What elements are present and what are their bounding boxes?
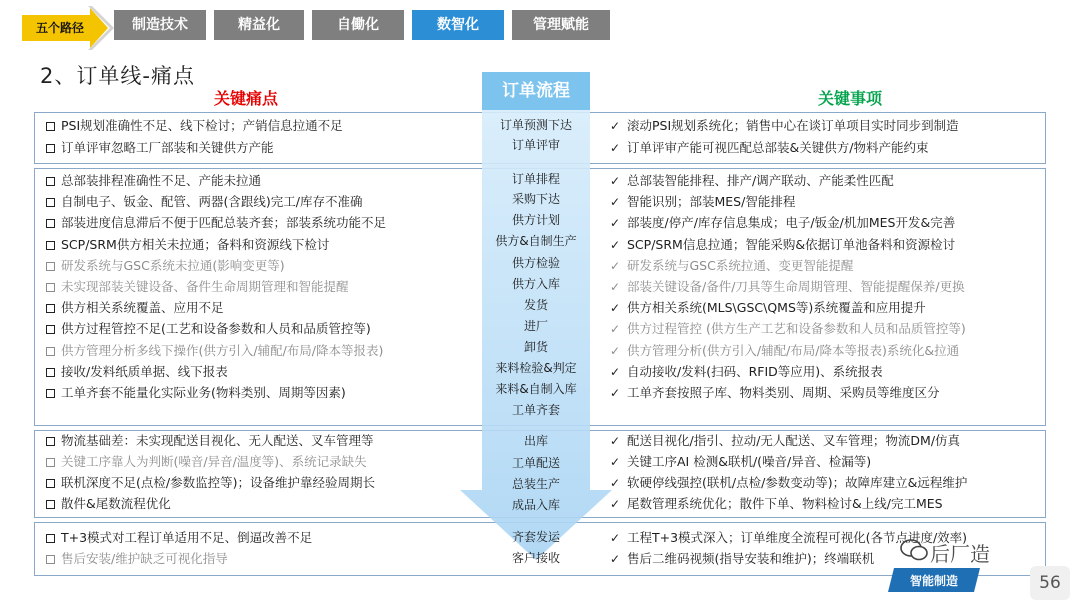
square-bullet-icon [46, 368, 55, 377]
checkmark-icon: ✓ [610, 258, 621, 273]
flow-step: 供方检验 [511, 256, 560, 270]
square-bullet-icon [46, 304, 55, 313]
flow-step: 发货 [523, 298, 548, 312]
pain-point-text: 部装进度信息滞后不便于匹配总装齐套；部装系统功能不足 [61, 215, 387, 231]
key-item-row [610, 496, 943, 512]
pain-point-row [46, 343, 383, 359]
key-item-row [610, 343, 959, 359]
tab-management-enablement[interactable] [512, 10, 610, 40]
pain-point-text: SCP/SRM供方相关未拉通；备料和资源线下检讨 [61, 236, 330, 252]
pain-point-text: 未实现部装关键设备、备件生命周期管理和智能提醒 [61, 279, 349, 294]
checkmark-icon: ✓ [610, 280, 621, 294]
pain-point-row [46, 300, 224, 316]
flow-step: 成品入库 [511, 498, 560, 512]
pain-point-text: 散件&尾数流程优化 [61, 496, 171, 511]
tab-jidoka[interactable] [312, 10, 404, 40]
key-item-row [610, 385, 940, 401]
flow-step: 供方&自制生产 [495, 234, 577, 248]
pain-point-text: 工单齐套不能量化实际业务(物料类别、周期等因素) [61, 385, 346, 400]
square-bullet-icon [46, 177, 55, 186]
pain-point-row [46, 118, 343, 134]
pain-point-row [46, 385, 346, 401]
pain-point-text: 供方过程管控不足(工艺和设备参数和人员和品质管控等) [61, 321, 371, 337]
square-bullet-icon [46, 500, 55, 509]
square-bullet-icon [46, 479, 55, 488]
pain-point-text: 联机深度不足(点检/参数监控等)；设备维护靠经验周期长 [61, 475, 375, 490]
flow-step: 工单齐套 [511, 403, 560, 417]
key-item-row [610, 433, 960, 449]
square-bullet-icon [46, 437, 55, 446]
pain-point-text: 总部装排程准确性不足、产能未拉通 [61, 173, 262, 188]
tab-label: 自働化 [337, 17, 379, 33]
key-item-text: 尾数管理系统优化；散件下单、物料检讨&上线/完工MES [627, 496, 943, 511]
flow-step: 来料检验&判定 [495, 361, 577, 375]
key-item-row [610, 364, 883, 380]
tab-label: 精益化 [238, 17, 280, 33]
page-number: 56 [1030, 566, 1070, 600]
pain-point-row [46, 194, 362, 210]
key-item-row [610, 551, 874, 567]
pain-point-row [46, 321, 371, 337]
key-item-row [610, 279, 965, 295]
checkmark-icon: ✓ [610, 531, 621, 545]
pain-point-row [46, 551, 228, 567]
pain-point-text: 关键工序靠人为判断(噪音/异音/温度等)、系统记录缺失 [61, 454, 367, 469]
key-item-text: 工程T+3模式深入；订单维度全流程可视化(各节点进度/效率) [627, 530, 968, 545]
pain-point-row [46, 258, 285, 274]
pain-point-text: 物流基础差：未实现配送目视化、无人配送、叉车管理等 [61, 433, 374, 448]
key-item-row [610, 321, 966, 337]
pain-point-text: 订单评审忽略工厂部装和关键供方产能 [61, 140, 274, 155]
badge-label: 智能制造 [909, 574, 958, 588]
square-bullet-icon [46, 555, 55, 564]
square-bullet-icon [46, 122, 55, 131]
page-title: 2、订单线-痛点 [40, 64, 195, 88]
square-bullet-icon [46, 262, 55, 271]
checkmark-icon: ✓ [610, 237, 621, 252]
checkmark-icon: ✓ [610, 343, 621, 358]
checkmark-icon: ✓ [610, 216, 621, 231]
pain-point-row [46, 496, 171, 512]
wechat-icon [900, 538, 928, 562]
square-bullet-icon [46, 144, 55, 153]
flow-step: 订单评审 [511, 138, 560, 152]
checkmark-icon: ✓ [610, 174, 621, 188]
pain-point-row [46, 364, 228, 380]
watermark-text: 后厂造 [930, 542, 990, 566]
flow-step: 供方计划 [511, 213, 560, 227]
flow-step: 订单排程 [511, 172, 560, 186]
pain-points-header: 关键痛点 [214, 89, 279, 108]
checkmark-icon: ✓ [610, 552, 621, 566]
nav-home-label: 五个路径 [35, 21, 84, 35]
key-item-text: 售后二维码视频(指导安装和维护)；终端联机 [627, 551, 875, 566]
key-item-text: 部装度/停产/库存信息集成；电子/钣金/机加MES开发&完善 [627, 215, 956, 231]
checkmark-icon: ✓ [610, 434, 621, 448]
key-items-header: 关键事项 [818, 89, 883, 108]
pain-point-row [46, 215, 386, 231]
pain-point-row [46, 279, 349, 295]
flow-step: 订单预测下达 [499, 118, 572, 132]
pain-point-text: PSI规划准确性不足、线下检讨；产销信息拉通不足 [61, 118, 343, 133]
pain-point-row [46, 433, 374, 449]
square-bullet-icon [46, 389, 55, 398]
tab-manufacturing-tech[interactable] [114, 10, 206, 40]
pain-point-text: 售后安装/维护缺乏可视化指导 [61, 551, 228, 566]
square-bullet-icon [46, 241, 55, 250]
tab-label: 管理赋能 [533, 17, 589, 33]
flow-step: 总装生产 [511, 477, 560, 491]
checkmark-icon: ✓ [610, 141, 621, 155]
key-item-row [610, 237, 955, 253]
pain-point-text: 研发系统与GSC系统未拉通(影响变更等) [61, 257, 285, 273]
pain-point-text: 供方管理分析多线下操作(供方引入/辅配/布局/降本等报表) [61, 342, 384, 358]
square-bullet-icon [46, 198, 55, 207]
key-item-row [610, 118, 959, 134]
key-item-row [610, 194, 795, 210]
key-item-row [610, 454, 871, 470]
checkmark-icon: ✓ [610, 119, 621, 133]
square-bullet-icon [46, 534, 55, 543]
square-bullet-icon [46, 219, 55, 228]
key-item-text: 智能识别；部装MES/智能排程 [627, 194, 796, 210]
key-item-text: 部装关键设备/备件/刀具等生命周期管理、智能提醒保养/更换 [627, 279, 965, 294]
key-item-text: 滚动PSI规划系统化；销售中心在谈订单项目实时同步到制造 [627, 118, 959, 133]
key-item-text: 研发系统与GSC系统拉通、变更智能提醒 [627, 257, 854, 273]
key-item-text: 总部装智能排程、排产/调产联动、产能柔性匹配 [627, 173, 894, 188]
pain-point-text: T+3模式对工程订单适用不足、倒逼改善不足 [61, 530, 313, 545]
flow-step: 工单配送 [511, 456, 560, 470]
square-bullet-icon [46, 325, 55, 334]
order-flow-header: 订单流程 [502, 81, 570, 101]
pain-point-row [46, 454, 367, 470]
key-item-text: 关键工序AI 检测&联机/(噪音/异音、检漏等) [627, 454, 872, 469]
key-item-row [610, 300, 926, 316]
key-item-row [610, 215, 955, 231]
pain-point-text: 接收/发料纸质单据、线下报表 [61, 363, 228, 379]
key-item-row [610, 140, 928, 156]
nav-home-arrow[interactable] [22, 6, 114, 50]
flow-step: 卸货 [523, 340, 548, 354]
checkmark-icon: ✓ [610, 322, 621, 337]
pain-point-text: 供方相关系统覆盖、应用不足 [61, 300, 224, 316]
flow-step: 进厂 [523, 319, 548, 333]
key-item-text: 配送目视化/指引、拉动/无人配送、叉车管理；物流DM/仿真 [627, 433, 961, 448]
smart-manufacturing-badge [888, 568, 980, 592]
key-item-text: SCP/SRM信息拉通；智能采购&依据订单池备料和资源检讨 [627, 236, 956, 252]
flow-step: 供方入库 [511, 277, 560, 291]
checkmark-icon: ✓ [610, 364, 621, 379]
checkmark-icon: ✓ [610, 195, 621, 210]
checkmark-icon: ✓ [610, 301, 621, 316]
key-item-text: 供方管理分析(供方引入/辅配/布局/降本等报表)系统化&拉通 [627, 342, 960, 358]
square-bullet-icon [46, 458, 55, 467]
key-item-row [610, 258, 853, 274]
key-item-text: 供方过程管控 (供方生产工艺和设备参数和人员和品质管控等) [627, 321, 966, 337]
pain-point-row [46, 475, 375, 491]
pain-point-row [46, 173, 261, 189]
pain-point-row [46, 140, 274, 156]
key-item-text: 供方相关系统(MLS\GSC\QMS等)系统覆盖和应用提升 [627, 300, 926, 316]
flow-step: 齐套发运 [511, 530, 560, 544]
order-flow-column [460, 72, 612, 565]
tab-digital-intelligence[interactable] [412, 10, 504, 40]
pain-point-row [46, 237, 329, 253]
flow-step: 出库 [523, 434, 548, 448]
pain-point-row [46, 530, 312, 546]
checkmark-icon: ✓ [610, 455, 621, 469]
flow-step: 来料&自制入库 [495, 382, 577, 396]
tab-label: 制造技术 [132, 17, 188, 33]
checkmark-icon: ✓ [610, 386, 621, 400]
square-bullet-icon [46, 347, 55, 356]
flow-step: 客户接收 [511, 551, 560, 565]
key-item-row [610, 173, 894, 189]
key-item-text: 自动接收/发料(扫码、RFID等应用)、系统报表 [627, 363, 883, 379]
pain-point-text: 自制电子、钣金、配管、两器(含跟线)完工/库存不准确 [61, 194, 363, 210]
key-item-row [610, 475, 967, 491]
square-bullet-icon [46, 283, 55, 292]
tab-lean[interactable] [214, 10, 304, 40]
key-item-text: 订单评审产能可视匹配总部装&关键供方/物料产能约束 [627, 140, 929, 155]
tab-label: 数智化 [437, 17, 479, 33]
checkmark-icon: ✓ [610, 476, 621, 490]
flow-step: 采购下达 [511, 192, 560, 206]
key-item-text: 软硬停线强控(联机/点检/参数变动等)；故障库建立&远程维护 [627, 475, 968, 490]
checkmark-icon: ✓ [610, 497, 621, 511]
key-item-text: 工单齐套按照子库、物料类别、周期、采购员等维度区分 [627, 385, 940, 400]
